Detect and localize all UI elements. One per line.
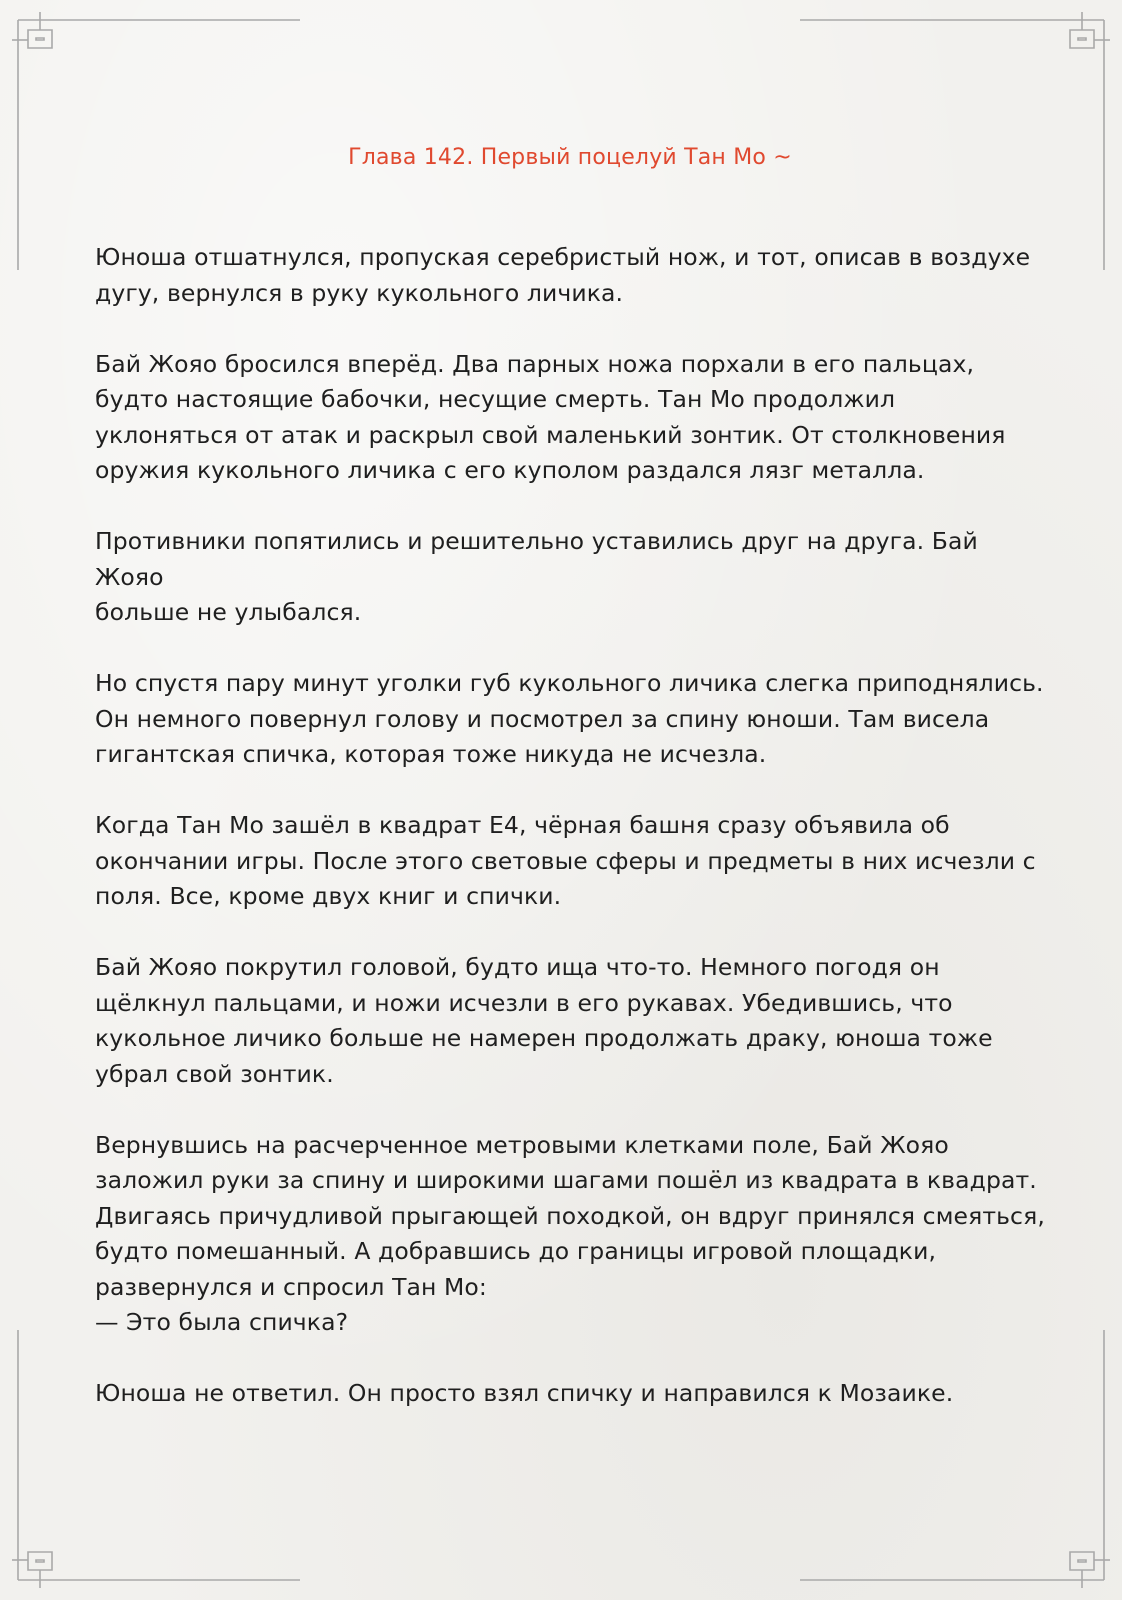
paragraph-8: Юноша не ответил. Он просто взял спичку и направился к Мозаике. bbox=[95, 1379, 954, 1407]
paragraph-7: Вернувшись на расчерченное метровыми клетками поле, Бай Жояо заложил руки за спину и широкими шагами пошёл из квадрата в квадрат. Двигаясь причудливой прыгающей походкой, он вдруг принялся смеяться, будто помешанный. А добравшись до границы игровой площадки, развернулся и спросил Тан Мо: — Это была спичка? bbox=[95, 1130, 1045, 1336]
chapter-title: Глава 142. Первый поцелуй Тан Мо ~ bbox=[348, 145, 792, 170]
paragraph-5: Когда Тан Мо зашёл в квадрат E4, чёрная башня сразу объявила об окончании игры. После этого световые сферы и предметы в них исчезли с поля. Все, кроме двух книг и спички. bbox=[95, 811, 1036, 910]
paragraph-3: Противники попятились и решительно уставились друг на друга. Бай Жояо больше не улыбался. bbox=[95, 527, 978, 626]
paragraph-1: Юноша отшатнулся, пропуская серебристый нож, и тот, описав в воздухе дугу, вернулся в руку кукольного личика. bbox=[95, 243, 1031, 307]
paragraph-2: Бай Жояо бросился вперёд. Два парных ножа порхали в его пальцах, будто настоящие бабочки, несущие смерть. Тан Мо продолжил уклоняться от атак и раскрыл свой маленький зонтик. От столкновения оружия кукольного личика с его куполом раздался лязг металла. bbox=[95, 349, 1006, 484]
paragraph-6: Бай Жояо покрутил головой, будто ища что-то. Немного погодя он щёлкнул пальцами, и ножи исчезли в его рукавах. Убедившись, что кукольное личико больше не намерен продолжать драку, юноша тоже убрал свой зонтик. bbox=[95, 953, 993, 1088]
document-body bbox=[95, 140, 1045, 1447]
paragraph-4: Но спустя пару минут уголки губ кукольного личика слегка приподнялись. Он немного повернул голову и посмотрел за спину юноши. Там висела гигантская спичка, которая тоже никуда не исчезла. bbox=[95, 669, 1044, 768]
